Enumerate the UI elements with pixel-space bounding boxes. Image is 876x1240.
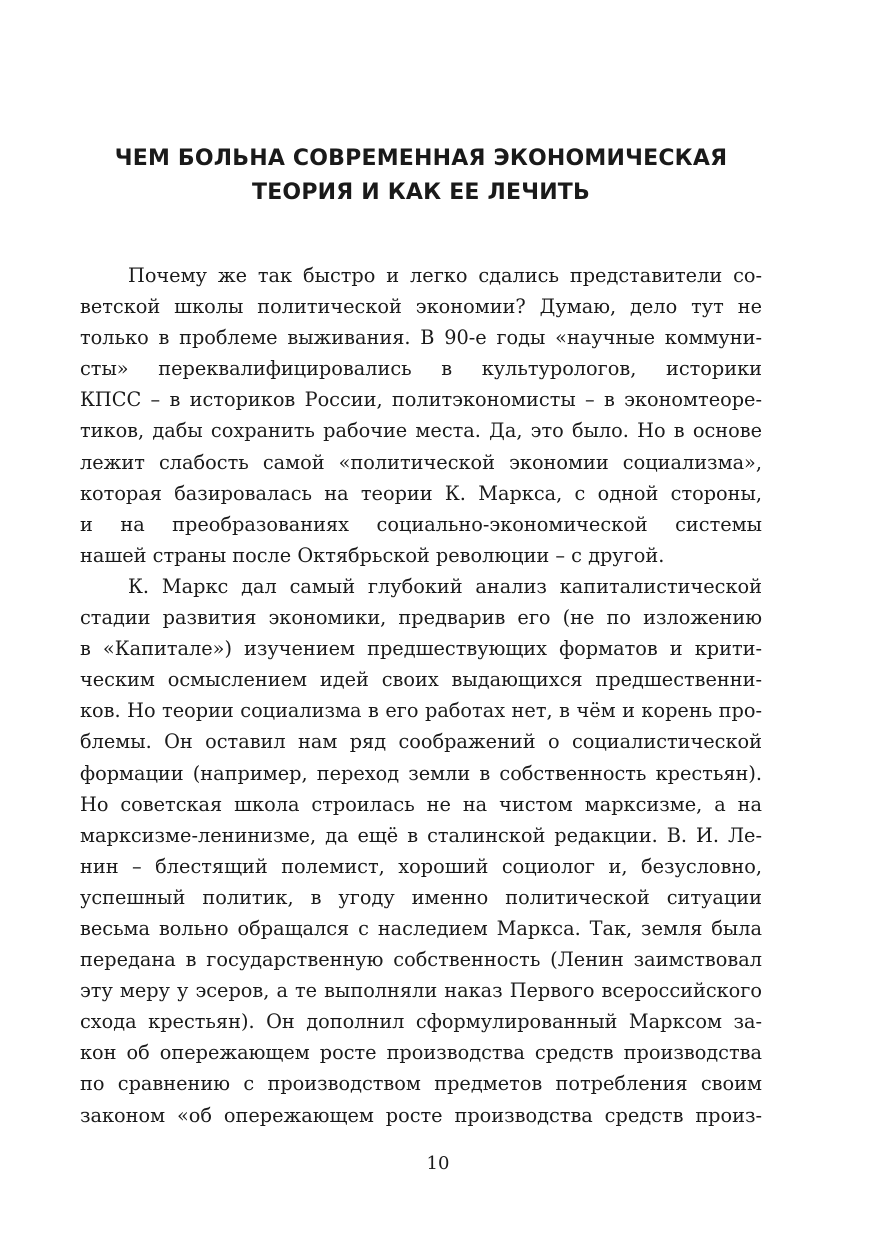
- text-line: передана в государственную собственность (Ленин заимствовал: [80, 948, 762, 972]
- text-line: формации (например, переход земли в собственность крестьян).: [80, 761, 762, 785]
- text-line: кон об опережающем росте производства средств производства: [80, 1041, 762, 1065]
- text-line: по сравнению с производством предметов потребления своим: [80, 1072, 762, 1096]
- text-line: Но советская школа строилась не на чистом марксизме, а на: [80, 792, 762, 816]
- text-line: которая базировалась на теории К. Маркса, с одной стороны,: [80, 481, 762, 505]
- text-line: и на преобразованиях социально-экономической системы: [80, 512, 762, 536]
- chapter-title: [80, 142, 762, 210]
- paragraph-2: [80, 571, 762, 1131]
- text-line: лежит слабость самой «политической экономии социализма»,: [80, 450, 762, 474]
- text-line: блемы. Он оставил нам ряд соображений о социалистической: [80, 730, 762, 754]
- text-line: Почему же так быстро и легко сдались представители со-: [128, 264, 762, 287]
- text-line: только в проблеме выживания. В 90-е годы «научные коммуни-: [80, 326, 762, 350]
- chapter-title-line-1: ЧЕМ БОЛЬНА СОВРЕМЕННАЯ ЭКОНОМИЧЕСКАЯ: [114, 146, 728, 171]
- text-line: весьма вольно обращался с наследием Маркса. Так, земля была: [80, 916, 762, 940]
- text-line: сты» переквалифицировались в культурологов, историки: [80, 357, 762, 381]
- text-line: нашей страны после Октябрьской революции – с другой.: [80, 543, 665, 567]
- text-line: эту меру у эсеров, а те выполняли наказ Первого всероссийского: [80, 979, 762, 1003]
- text-line: успешный политик, в угоду именно политической ситуации: [80, 885, 762, 909]
- text-line: тиков, дабы сохранить рабочие места. Да, это было. Но в основе: [80, 419, 762, 443]
- paragraph-1: [80, 260, 762, 571]
- body-text: [80, 260, 762, 1131]
- chapter-title-line-2: ТЕОРИЯ И КАК ЕЕ ЛЕЧИТЬ: [252, 180, 590, 205]
- text-line: ков. Но теории социализма в его работах нет, в чём и корень про-: [80, 699, 762, 723]
- text-line: КПСС – в историков России, политэкономисты – в экономтеоре-: [80, 388, 762, 412]
- text-line: ческим осмыслением идей своих выдающихся предшественни-: [80, 668, 762, 692]
- text-line: К. Маркс дал самый глубокий анализ капиталистической: [128, 574, 762, 598]
- text-line: схода крестьян). Он дополнил сформулированный Марксом за-: [80, 1010, 762, 1034]
- text-line: в «Капитале») изучением предшествующих форматов и крити-: [80, 637, 762, 661]
- text-line: марксизме-ленинизме, да ещё в сталинской редакции. В. И. Ле-: [80, 823, 762, 847]
- text-line: законом «об опережающем росте производства средств произ-: [80, 1103, 762, 1127]
- text-line: ветской школы политической экономии? Думаю, дело тут не: [80, 295, 762, 319]
- page-number: 10: [426, 1153, 450, 1174]
- text-line: стадии развития экономики, предварив его (не по изложению: [80, 606, 762, 630]
- text-line: нин – блестящий полемист, хороший социолог и, безусловно,: [80, 854, 762, 878]
